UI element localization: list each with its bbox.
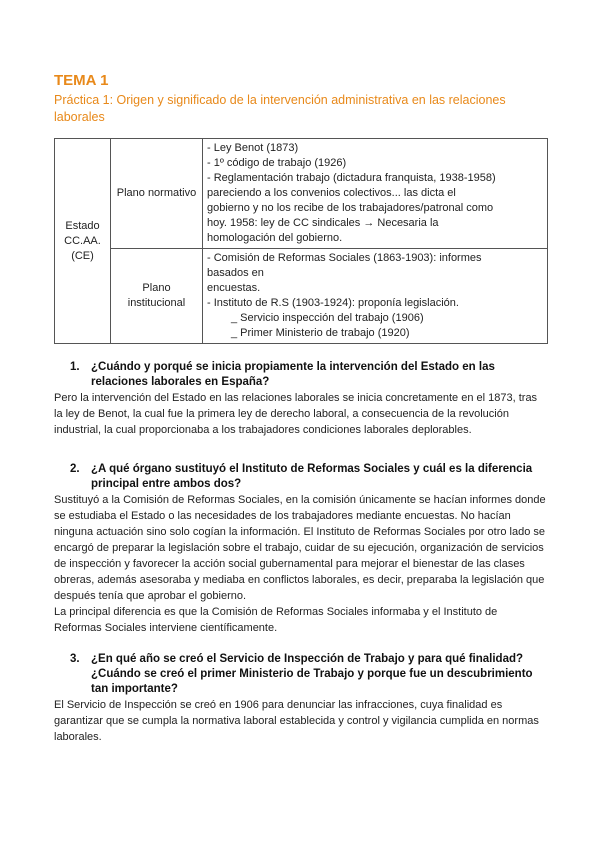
answer-paragraph: La principal diferencia es que la Comisión de Reformas Sociales informaba y el Instituto de Reformas Sociales interviene científicamente. (54, 606, 498, 634)
practice-subtitle: Práctica 1: Origen y significado de la intervención administrativa en las relaciones laborales (54, 93, 506, 124)
answer-1 (54, 390, 548, 438)
document-title: TEMA 1 (54, 72, 109, 89)
table-text-line: - 1º código de trabajo (1926) (207, 157, 347, 169)
table-sub-line: _ Primer Ministerio de trabajo (1920) (231, 327, 410, 339)
question-text: ¿A qué órgano sustituyó el Instituto de Reformas Sociales y cuál es la diferencia principal entre ambos dos? (91, 463, 533, 490)
table-text-line: - Reglamentación trabajo (dictadura franquista, 1938-1958) (207, 172, 496, 184)
answer-2 (54, 492, 548, 636)
table-cell-plane-normative (111, 139, 203, 249)
question-number: 2. (70, 463, 80, 475)
entity-label: Estado (65, 219, 100, 232)
table-text-line: - Comisión de Reformas Sociales (1863-1903): informes (207, 252, 482, 264)
table-text-line: hoy. 1958: ley de CC sindicales → Necesaria la (207, 217, 439, 229)
table-text-line: encuestas. (207, 282, 261, 294)
table-sub-line: _ Servicio inspección del trabajo (1906) (231, 312, 424, 324)
question-text: ¿En qué año se creó el Servicio de Inspección de Trabajo y para qué finalidad? ¿Cuándo se creó el primer Ministerio de Trabajo y porque fue un descubrimiento tan importante? (91, 653, 533, 695)
table-text-line: basados en (207, 267, 264, 279)
question-3 (54, 652, 548, 697)
table-cell-entities (55, 139, 111, 344)
question-1 (54, 360, 548, 390)
answer-paragraph: Pero la intervención del Estado en las relaciones laborales se inicia concretamente en el 1873, tras la ley de Benot, la cual fue la primera ley de derecho laboral, a consecuencia de la revolución industrial, la cual proporcionaba a los trabajadores condiciones laborales deplorables. (54, 392, 538, 436)
plane-label: Plano normativo (116, 187, 197, 199)
table-row (55, 249, 548, 344)
table-cell-institutional-content (203, 249, 548, 344)
question-number: 1. (70, 361, 80, 373)
table-text-line: - Ley Benot (1873) (207, 142, 299, 154)
question-2 (54, 462, 548, 492)
summary-table (54, 138, 548, 344)
table-cell-plane-institutional (111, 249, 203, 344)
table-text-line: gobierno y no los recibe de los trabajadores/patronal como (207, 202, 494, 214)
table-cell-normative-content (203, 139, 548, 249)
table-row (55, 139, 548, 249)
entity-label: (CE) (71, 249, 94, 262)
answer-3 (54, 697, 548, 745)
table-text-line: homologación del gobierno. (207, 232, 343, 244)
table-text-line: - Instituto de R.S (1903-1924): proponía legislación. (207, 297, 459, 309)
question-number: 3. (70, 653, 80, 665)
answer-paragraph: El Servicio de Inspección se creó en 1906 para denunciar las infracciones, cuya finalidad es garantizar que se cumpla la normativa laboral establecida y control y vigilancia cumplida en normas laborales. (54, 699, 539, 743)
plane-label: institucional (127, 297, 186, 309)
plane-label: Plano (142, 282, 171, 294)
entity-label: CC.AA. (64, 234, 101, 247)
question-text: ¿Cuándo y porqué se inicia propiamente la intervención del Estado en las relaciones laborales en España? (91, 361, 495, 388)
answer-paragraph: Sustituyó a la Comisión de Reformas Sociales, en la comisión únicamente se hacían informes donde se estudiaba el Estado o las necesidades de los trabajadores mediante encuestas. No hacían ninguna actuación sino solo cogían la información. El Instituto de Reformas Sociales por otro lado se encargó de preparar la legislación sobre el trabajo, cuidar de su ejecución, organización de servicios de inspección y favorecer la acción social gubernamental para mejorar el bienestar de las clases obreras, además asesoraba y mediaba en conflictos laborales, es decir, preparaba la legislación que después tenía que aprobar el gobierno. (54, 494, 546, 602)
table-text-line: pareciendo a los convenios colectivos... las dicta el (207, 187, 456, 199)
